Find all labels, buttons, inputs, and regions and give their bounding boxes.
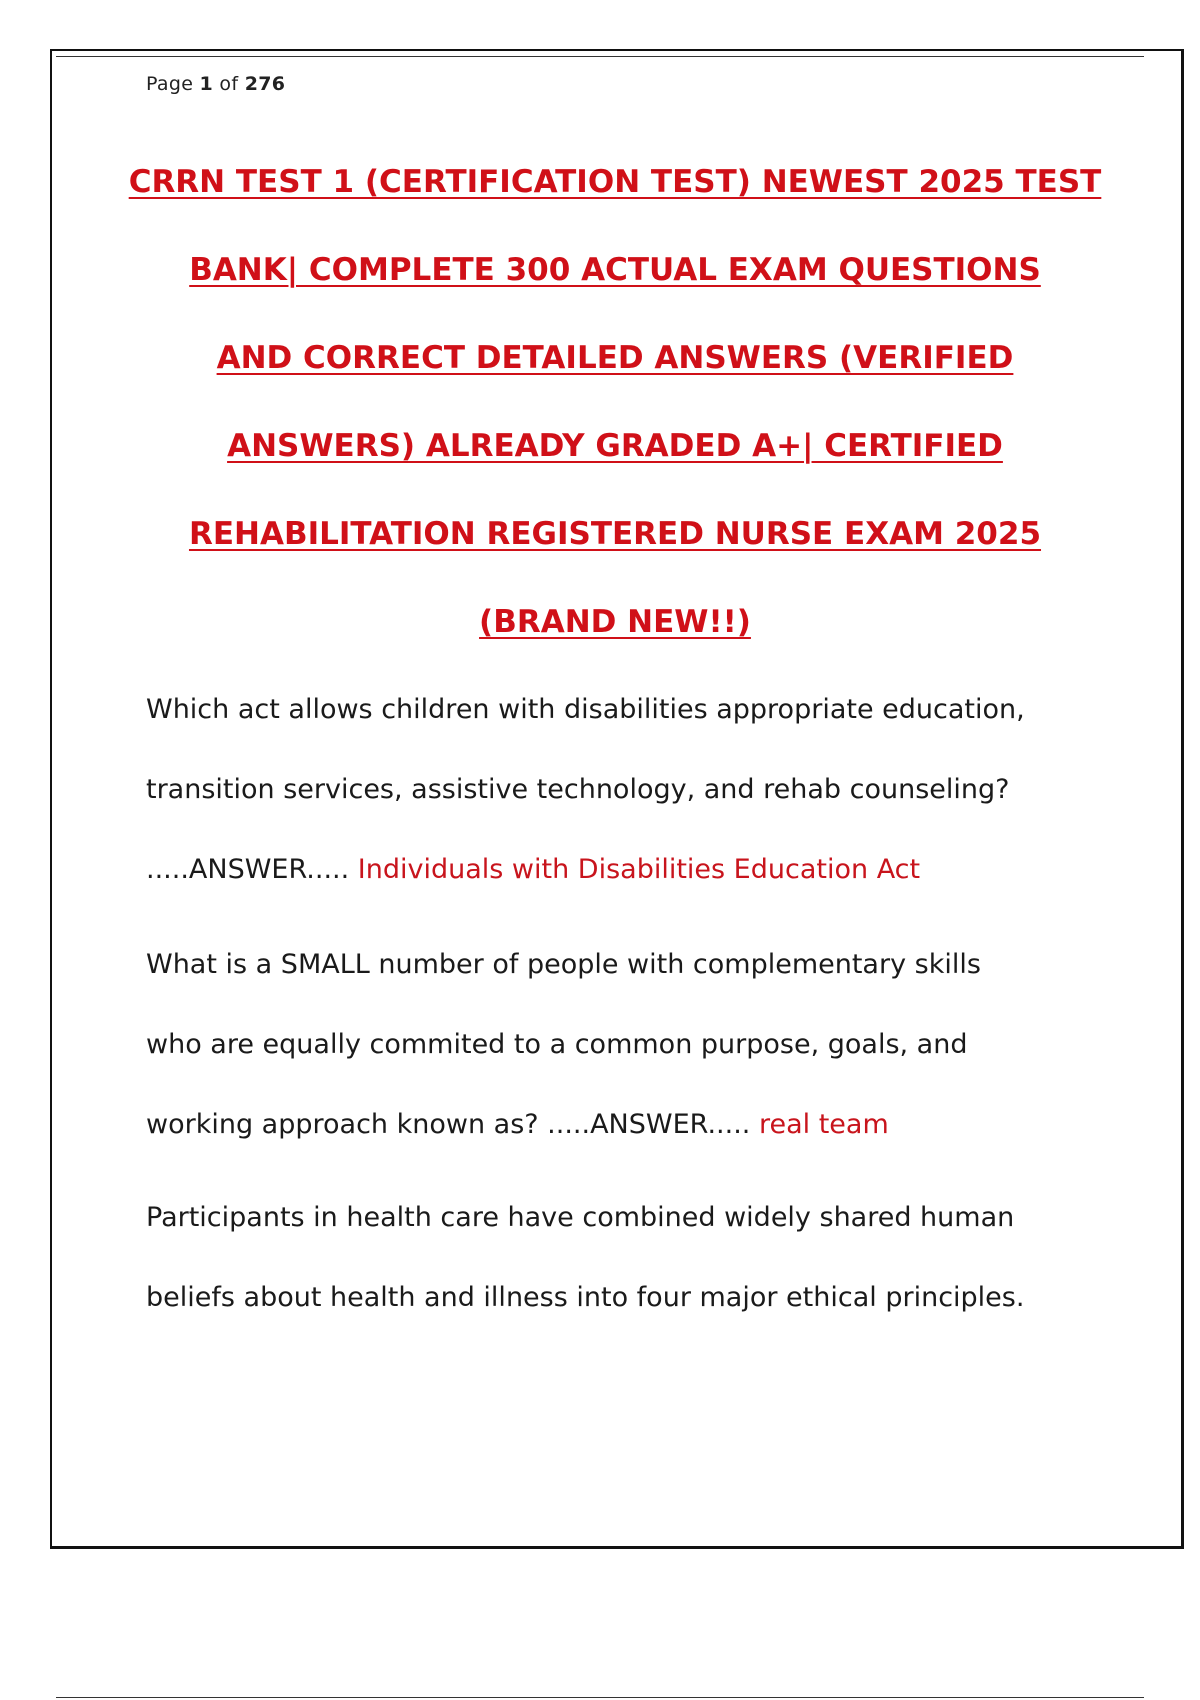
answer-text: Individuals with Disabilities Education Act bbox=[357, 854, 921, 885]
question-line: What is a SMALL number of people with complementary skills bbox=[146, 949, 981, 980]
bottom-rule bbox=[56, 1697, 1144, 1698]
page-number bbox=[146, 73, 285, 95]
title-line-text: (BRAND NEW!!) bbox=[479, 604, 751, 640]
title-line bbox=[120, 314, 1110, 402]
title-line-text: REHABILITATION REGISTERED NURSE EXAM 2025 bbox=[188, 516, 1042, 552]
top-rule bbox=[56, 56, 1144, 57]
answer-text: real team bbox=[758, 1109, 889, 1140]
page-prefix: Page bbox=[146, 73, 194, 95]
page-current: 1 bbox=[199, 73, 214, 95]
question-block bbox=[146, 925, 1106, 1165]
title-line-text: ANSWERS) ALREADY GRADED A+| CERTIFIED bbox=[227, 428, 1003, 464]
question-block bbox=[146, 1178, 1106, 1338]
title-line bbox=[120, 138, 1110, 226]
question-line: beliefs about health and illness into four major ethical principles. bbox=[146, 1282, 1025, 1313]
answer-line bbox=[146, 830, 1106, 910]
title-line bbox=[120, 490, 1110, 578]
answer-label: .....ANSWER..... bbox=[146, 854, 350, 885]
title-line-text: CRRN TEST 1 (CERTIFICATION TEST) NEWEST 2025 TEST bbox=[128, 164, 1102, 200]
title-line bbox=[120, 402, 1110, 490]
question-line: Participants in health care have combined widely shared human bbox=[146, 1202, 1015, 1233]
document-title bbox=[120, 138, 1110, 666]
answer-line bbox=[146, 1085, 1106, 1165]
question-line: who are equally commited to a common purpose, goals, and bbox=[146, 1029, 968, 1060]
question-line-with-label: working approach known as? .....ANSWER..... bbox=[146, 1109, 751, 1140]
title-line bbox=[120, 226, 1110, 314]
title-line bbox=[120, 578, 1110, 666]
title-line-text: AND CORRECT DETAILED ANSWERS (VERIFIED bbox=[216, 340, 1014, 376]
page-of: of bbox=[219, 73, 239, 95]
question-line: Which act allows children with disabilities appropriate education, bbox=[146, 694, 1025, 725]
question-block bbox=[146, 670, 1106, 910]
title-line-text: BANK| COMPLETE 300 ACTUAL EXAM QUESTIONS bbox=[189, 252, 1041, 288]
page-total: 276 bbox=[244, 73, 286, 95]
question-line: transition services, assistive technology, and rehab counseling? bbox=[146, 774, 1010, 805]
